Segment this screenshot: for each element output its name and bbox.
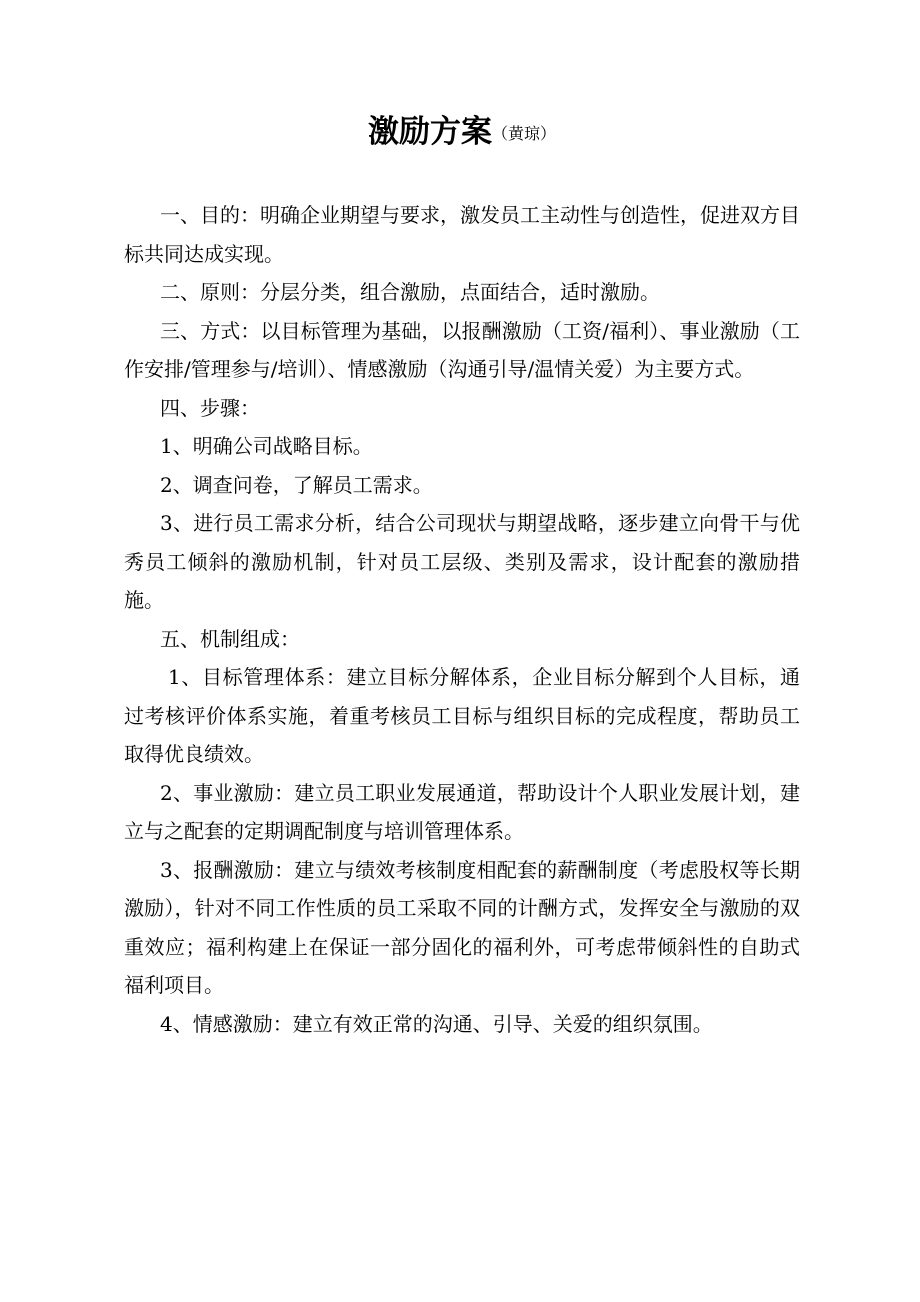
paragraph-mechanism-3: 3、报酬激励：建立与绩效考核制度相配套的薪酬制度（考虑股权等长期激励），针对不同工作性质的员工采取不同的计酬方式，发挥安全与激励的双重效应；福利构建上在保证一部分固化的福利外，可考虑带倾斜性的自助式福利项目。 — [124, 857, 800, 997]
paragraph-step-2: 2、调查问卷，了解员工需求。 — [160, 472, 433, 497]
document-title-block — [124, 106, 800, 151]
paragraph-principle: 二、原则：分层分类，组合激励，点面结合，适时激励。 — [160, 280, 660, 304]
paragraph-steps-heading: 四、步骤： — [160, 395, 260, 420]
paragraph-purpose: 一、目的：明确企业期望与要求，激发员工主动性与创造性，促进双方目标共同达成实现。 — [124, 203, 800, 266]
paragraph-step-3: 3、进行员工需求分析，结合公司现状与期望战略，逐步建立向骨干与优秀员工倾斜的激励机制，针对员工层级、类别及需求，设计配套的激励措施。 — [124, 511, 800, 612]
document-author: （黄琼） — [491, 124, 556, 143]
document-body — [124, 196, 800, 1043]
paragraph-mechanism-1: 1、目标管理体系：建立目标分解体系，企业目标分解到个人目标，通过考核评价体系实施，着重考核员工目标与组织目标的完成程度，帮助员工取得优良绩效。 — [124, 665, 800, 766]
paragraph-mechanism-heading: 五、机制组成： — [160, 626, 300, 651]
document-title: 激励方案 — [367, 114, 492, 150]
paragraph-mechanism-4: 4、情感激励：建立有效正常的沟通、引导、关爱的组织氛围。 — [160, 1011, 713, 1036]
paragraph-mechanism-2: 2、事业激励：建立员工职业发展通道，帮助设计个人职业发展计划，建立与之配套的定期调配制度与培训管理体系。 — [124, 780, 800, 843]
paragraph-method: 三、方式：以目标管理为基础，以报酬激励（工资/福利）、事业激励（工作安排/管理参与/培训）、情感激励（沟通引导/温情关爱）为主要方式。 — [124, 318, 800, 381]
paragraph-step-1: 1、明确公司战略目标。 — [160, 434, 373, 458]
